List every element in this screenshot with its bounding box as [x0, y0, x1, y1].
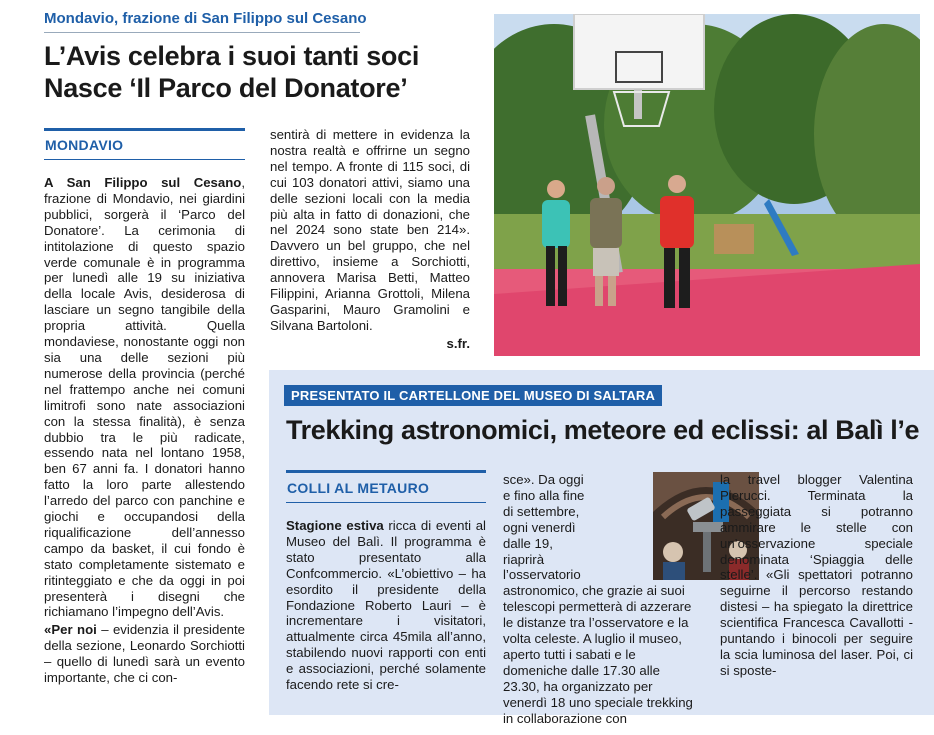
article2-headline: Trekking astronomici, meteore ed eclissi: al Balì l’e — [286, 415, 920, 445]
body-text-col2: sentirà di mettere in evidenza la nostra realtà e offrirne un segno nel tempo. A fronte di 115 soci, di cui 103 donatori attivi, siamo una delle sezioni locali con la media più alta in fatto di donazioni, che nel 2024 sono state ben 214». Davvero un bel gruppo, che nel direttivo, insieme a Sorchiotti, annovera Marisa Betti, Matteo Filippini, Arianna Grottoli, Milena Gasparini, Mauro Gramolini e Silvana Bartoloni. — [270, 127, 470, 333]
section-rule — [44, 159, 245, 160]
section-bar-top-2 — [286, 470, 486, 473]
article1-kicker: Mondavio, frazione di San Filippo sul Cesano — [44, 10, 367, 27]
article2-section-label: COLLI AL METAURO — [287, 480, 430, 496]
section-bar-top — [44, 128, 245, 131]
lead-in-2: Stagione estiva — [286, 518, 384, 533]
photo-basketball-court — [494, 14, 920, 356]
section-rule-2 — [286, 502, 486, 503]
body-text-2: – evidenzia il presidente della sezione, Leonardo Sorchiotti – quello di lunedì sarà un evento importante, che ci con- — [44, 622, 245, 686]
lead-in: A San Filippo sul Cesano — [44, 175, 242, 190]
headline-line-1: L’Avis celebra i suoi tanti soci — [44, 41, 420, 71]
body-text-3: ricca di eventi al Museo del Balì. Il programma è stato presentato alla Confcommercio. «L’obiettivo – ha esordito il presidente della Fondazione Roberto Lauri – è incrementare i visitatori, attualmente circa 45mila all’anno, stabilendo nuovi rapporti con enti e associazioni, perché solamente facendo rete si cre- — [286, 518, 486, 693]
article2-column-3 — [720, 472, 913, 679]
article2-column-1 — [286, 518, 486, 693]
kicker-underline — [44, 32, 360, 33]
headline-line-2: Nasce ‘Il Parco del Donatore’ — [44, 73, 408, 103]
article1-headline — [44, 40, 484, 104]
lead-in-quote: «Per noi — [44, 622, 97, 638]
body-text: , frazione di Mondavio, nei giardini pubblici, sorgerà il ‘Parco del Donatore’. La cerimonia di intitolazione di questo spazio verde comunale è in programma per lunedì alle 19 su iniziativa della locale Avis, desiderosa di lasciare un segno tangibile della propria attività. Quella mondaviese, nonostante oggi non sia una delle sezioni più numerose della provincia (perché nel frattempo anche nei comuni limitrofi sono nate associazioni con la stessa finalità), è senza dubbio tra le più radicate, essendo nata nel lontano 1958, ben 67 anni fa. I donatori hanno fatto la loro parte allestendo l’arredo del parco con panchine e giochi e occupandosi della riqualificazione dell’annesso campo da basket, il cui fondo è stato completamente sistemato e ritinteggiato e che da oggi in poi presenterà i disegni che richiamano l’impegno dell’Avis. — [44, 175, 245, 620]
body-text-4: sce». Da oggi e fino alla fine di settembre, ogni venerdì dalle 19, riaprirà l’osservatorio astronomico, che grazie ai suoi telescopi permetterà di azzerare le distanze tra l’osservatore e la volta celeste. A luglio il museo, aperto tutti i sabati e le domeniche dalle 17.30 alle 23.30, ha organizzato per venerdì 18 uno speciale trekking in collaborazione con — [503, 472, 693, 726]
article1-section-label: MONDAVIO — [45, 137, 124, 153]
article1-column-2 — [270, 127, 470, 352]
body-text-col3: la travel blogger Valentina Pierucci. Terminata la passeggiata si potranno ammirare le stelle con un’osservazione speciale denominata ‘Spiaggia delle stelle’. «Gli spettatori potranno seguirne il percorso restando distesi – ha spiegato la direttrice scientifica Francesca Cavallotti - puntando i binocoli per seguire la scia luminosa del laser. Poi, ci si sposte- — [720, 472, 913, 678]
author-signature: s.fr. — [446, 335, 470, 351]
article2-kicker: PRESENTATO IL CARTELLONE DEL MUSEO DI SALTARA — [284, 385, 662, 406]
article1-column-1 — [44, 175, 245, 686]
